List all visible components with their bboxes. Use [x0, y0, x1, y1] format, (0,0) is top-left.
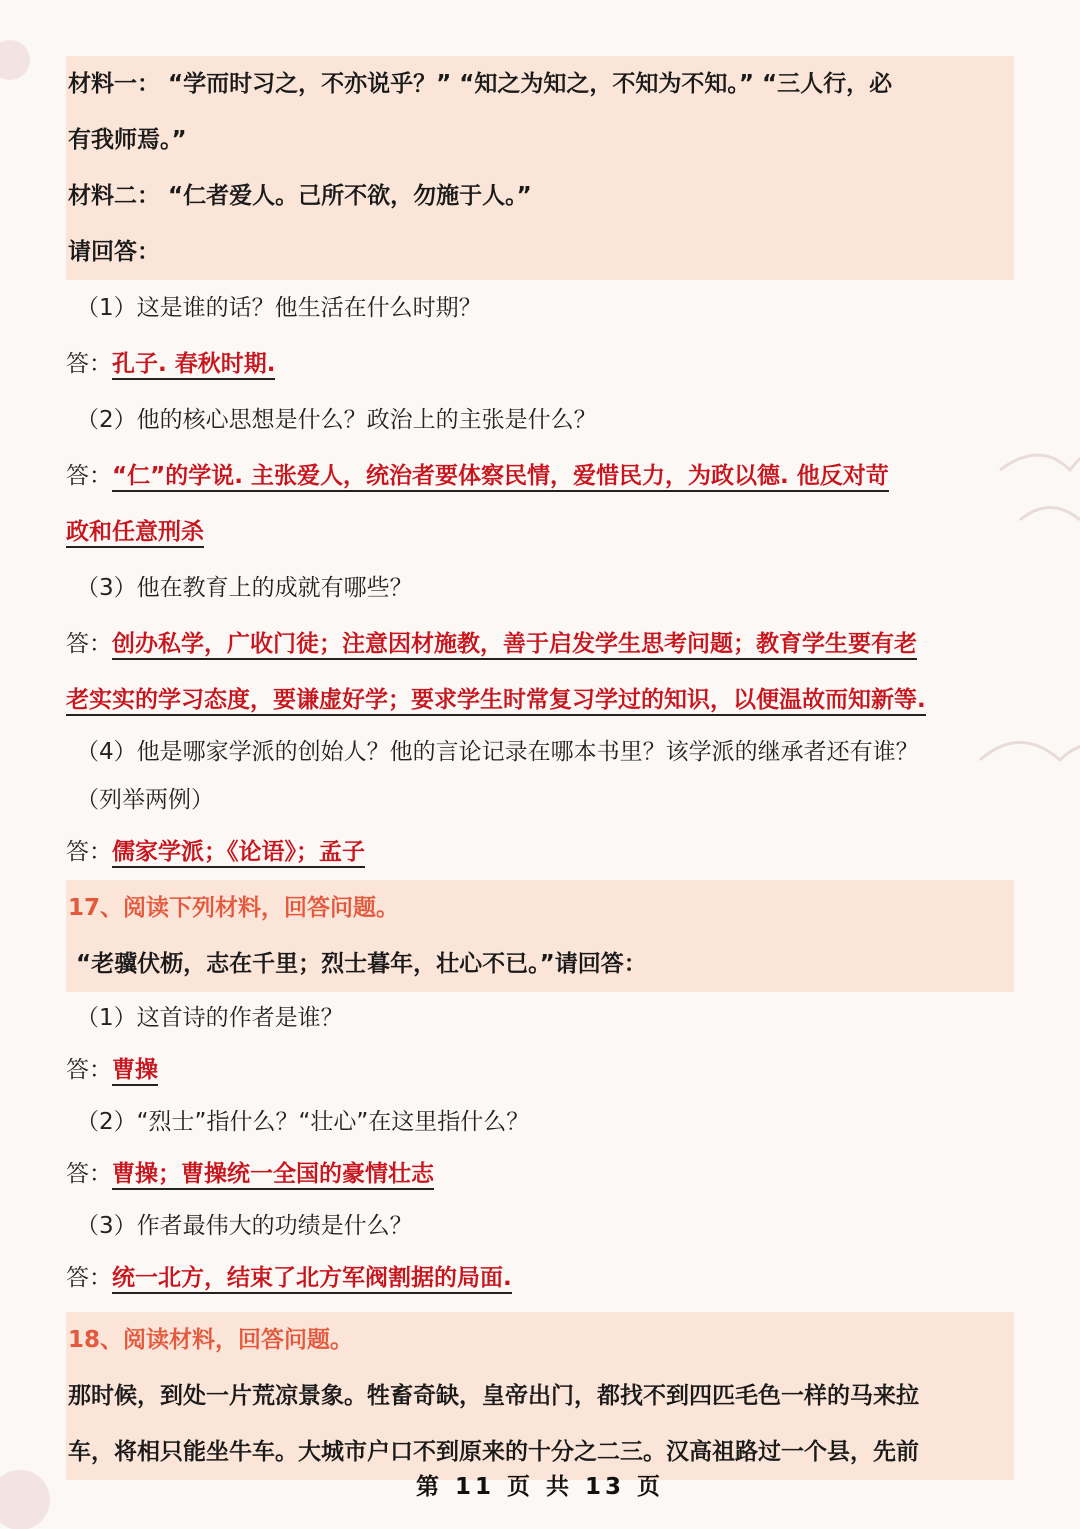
answer-17-2	[66, 1148, 1014, 1200]
answer-text: 老实实的学习态度，要谦虚好学；要求学生时常复习学过的知识，以便温故而知新等.	[66, 687, 926, 716]
answer-16-3-cont	[66, 672, 1014, 728]
material-1-line-2: 有我师焉。”	[68, 127, 187, 153]
question-18-material-line-2: 车，将相只能坐牛车。大城市户口不到原来的十分之二三。汉高祖路过一个县，先前	[68, 1439, 919, 1465]
material-1-line-1: 材料一： “学而时习之，不亦说乎？” “知之为知之，不知为不知。” “三人行，必	[68, 71, 893, 97]
answer-text: 儒家学派；《论语》；孟子	[112, 839, 365, 868]
question-16-3: （3）他在教育上的成就有哪些？	[76, 575, 413, 601]
document-content	[66, 56, 1014, 1480]
question-17-3: （3）作者最伟大的功绩是什么？	[76, 1213, 413, 1239]
question-17-block	[66, 880, 1014, 992]
question-18-heading: 18、阅读材料，回答问题。	[68, 1327, 354, 1353]
answer-16-2	[66, 448, 1014, 504]
answer-text: 政和任意刑杀	[66, 519, 204, 548]
answer-17-3	[66, 1252, 1014, 1304]
question-16-4-cont: （列举两例）	[76, 787, 214, 813]
answer-label: 答：	[66, 839, 112, 865]
material-block-16	[66, 56, 1014, 280]
answer-label: 答：	[66, 1057, 112, 1083]
question-16-4: （4）他是哪家学派的创始人？他的言论记录在哪本书里？该学派的继承者还有谁？	[76, 739, 919, 765]
answer-16-4	[66, 824, 1014, 880]
answer-label: 答：	[66, 1265, 112, 1291]
answer-16-2-cont	[66, 504, 1014, 560]
question-16-2: （2）他的核心思想是什么？政治上的主张是什么？	[76, 407, 597, 433]
answer-label: 答：	[66, 1161, 112, 1187]
question-17-material: “老骥伏枥，志在千里；烈士暮年，壮心不已。”请回答：	[76, 951, 647, 977]
material-2: 材料二： “仁者爱人。己所不欲，勿施于人。”	[68, 183, 532, 209]
answer-text: 曹操；曹操统一全国的豪情壮志	[112, 1161, 434, 1190]
answer-label: 答：	[66, 463, 112, 489]
answer-prompt: 请回答：	[68, 239, 160, 265]
answer-16-3	[66, 616, 1014, 672]
answer-text: 创办私学，广收门徒；注意因材施教，善于启发学生思考问题；教育学生要有老	[112, 631, 917, 660]
answer-label: 答：	[66, 351, 112, 377]
question-16-1: （1）这是谁的话？他生活在什么时期？	[76, 295, 482, 321]
question-17-heading: 17、阅读下列材料，回答问题。	[68, 895, 400, 921]
answer-17-1	[66, 1044, 1014, 1096]
answer-16-1	[66, 336, 1014, 392]
answer-text: 统一北方，结束了北方军阀割据的局面.	[112, 1265, 512, 1294]
answer-text: 孔子. 春秋时期.	[112, 351, 275, 380]
question-18-block	[66, 1312, 1014, 1480]
question-17-2: （2）“烈士”指什么？“壮心”在这里指什么？	[76, 1109, 530, 1135]
question-18-material-line-1: 那时候，到处一片荒凉景象。牲畜奇缺，皇帝出门，都找不到四匹毛色一样的马来拉	[68, 1383, 919, 1409]
answer-text: 曹操	[112, 1057, 158, 1086]
page-footer: 第 11 页 共 13 页	[415, 1474, 665, 1500]
answer-label: 答：	[66, 631, 112, 657]
question-17-1: （1）这首诗的作者是谁？	[76, 1005, 344, 1031]
answer-text: “仁”的学说. 主张爱人，统治者要体察民情，爱惜民力，为政以德. 他反对苛	[112, 463, 889, 492]
